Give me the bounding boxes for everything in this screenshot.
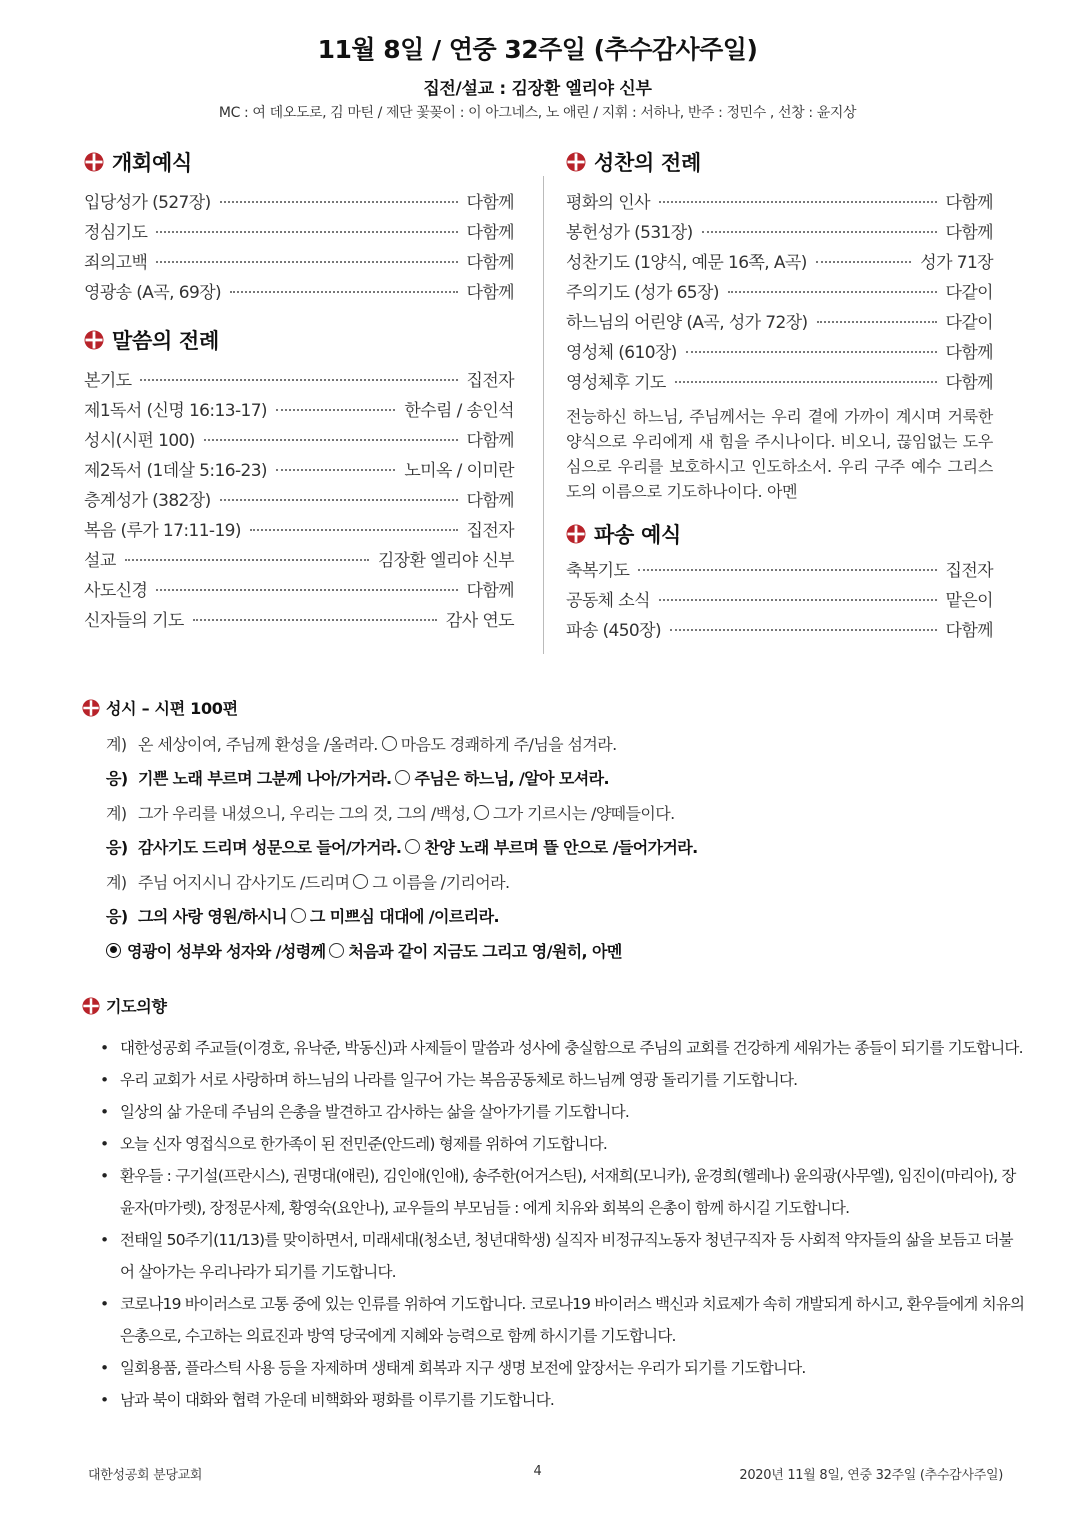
order-label: 제2독서 (1데살 5:16-23) xyxy=(84,461,267,481)
verse-prefix: 계) xyxy=(106,803,127,823)
order-label: 봉헌성가 (531장) xyxy=(566,223,693,243)
section-title: 개회예식 xyxy=(112,151,192,175)
verse-second-half: 그 이름을 /기리어라. xyxy=(372,872,510,892)
order-label: 주의기도 (성가 65장) xyxy=(566,283,719,303)
order-row xyxy=(566,368,993,398)
dot-leader xyxy=(156,230,457,233)
intention-item: • 코로나19 바이러스로 고통 중에 있는 인류를 위하여 기도합니다. 코로나19 바이러스 백신과 치료제가 속히 개발되게 하시고, 환우들에게 치유의 은총으로, 수고하는 의료진과 방역 당국에게 지혜와 능력으로 함께 하시기를 기도합니다. xyxy=(100,1288,1025,1352)
cross-icon xyxy=(82,699,100,717)
page-subtitle: 집전/설교 : 김장환 엘리야 신부 xyxy=(423,79,652,99)
order-label: 영성체후 기도 xyxy=(566,373,666,393)
order-list xyxy=(566,188,993,398)
footer-church: 대한성공회 분당교회 xyxy=(88,1468,203,1483)
intentions-list xyxy=(100,1032,1025,1416)
psalm-heading xyxy=(82,696,238,719)
cross-icon xyxy=(82,997,100,1015)
order-value: 다같이 xyxy=(945,313,993,333)
order-row xyxy=(84,366,514,396)
verse-first-half: 주님 어지시니 감사기도 /드리며 xyxy=(138,872,350,892)
order-value: 집전자 xyxy=(466,521,514,541)
order-row xyxy=(84,188,514,218)
order-label: 신자들의 기도 xyxy=(84,611,184,631)
pause-circle-icon xyxy=(353,874,368,889)
intentions-title: 기도의향 xyxy=(106,997,167,1016)
intention-item: • 일회용품, 플라스틱 사용 등을 자제하며 생태계 회복과 지구 생명 보전에 앞장서는 우리가 되기를 기도합니다. xyxy=(100,1352,1025,1384)
psalm-title: 성시 – 시편 100편 xyxy=(106,699,238,718)
section-heading xyxy=(566,518,993,550)
psalm-verse xyxy=(106,795,1026,830)
intention-item: • 오늘 신자 영접식으로 한가족이 된 전민준(안드레) 형제를 위하여 기도합니다. xyxy=(100,1128,1025,1160)
intention-item: • 환우들 : 구기설(프란시스), 권명대(애린), 김인애(인애), 송주한(어거스틴), 서재희(모니카), 윤경희(헬레나) 윤의광(사무엘), 임진이(마리아), 장윤자(마가렛), 장정문사제, 황영숙(요안나), 교우들의 부모님들 : 에게 치유와 회복의 은총이 함께 하시길 기도합니다. xyxy=(100,1160,1025,1224)
cross-icon xyxy=(566,524,586,544)
post-communion-prayer: 전능하신 하느님, 주님께서는 우리 곁에 가까이 계시며 거룩한 양식으로 우리에게 새 힘을 주시나이다. 비오니, 끊임없는 도우심으로 우리를 보호하시고 인도하소서. 우리 구주 예수 그리스도의 이름으로 기도하나이다. 아멘 xyxy=(566,407,993,501)
order-row xyxy=(566,218,993,248)
left-column xyxy=(84,146,514,652)
order-value: 다함께 xyxy=(466,491,514,511)
intentions-heading xyxy=(82,994,167,1017)
pause-circle-icon xyxy=(474,805,489,820)
dot-leader xyxy=(638,568,936,571)
order-value: 한수림 / 송인석 xyxy=(404,401,514,421)
cross-icon xyxy=(84,152,104,172)
order-value: 김장환 엘리야 신부 xyxy=(377,551,514,571)
order-row xyxy=(84,606,514,636)
order-row xyxy=(84,426,514,456)
psalm-verse xyxy=(106,830,1026,865)
order-row xyxy=(84,576,514,606)
intention-item: • 남과 북이 대화와 협력 가운데 비핵화와 평화를 이루기를 기도합니다. xyxy=(100,1384,1025,1416)
order-value: 다함께 xyxy=(945,621,993,641)
order-value: 감사 연도 xyxy=(445,611,514,631)
section-title: 파송 예식 xyxy=(594,523,681,547)
order-label: 축복기도 xyxy=(566,561,630,581)
verse-second-half: 그 미쁘심 대대에 /이르리라. xyxy=(309,907,499,927)
order-row xyxy=(566,586,993,616)
order-label: 본기도 xyxy=(84,371,132,391)
dot-leader xyxy=(659,200,937,203)
order-label: 공동체 소식 xyxy=(566,591,650,611)
intention-item: • 우리 교회가 서로 사랑하며 하느님의 나라를 일구어 가는 복음공동체로 하느님께 영광 돌리기를 기도합니다. xyxy=(100,1064,1025,1096)
order-list xyxy=(84,188,514,308)
doxology-first-half: 영광이 성부와 성자와 /성령께 xyxy=(127,941,326,961)
order-value: 다함께 xyxy=(466,283,514,303)
dot-leader xyxy=(675,380,937,383)
cross-icon xyxy=(84,330,104,350)
order-value: 다함께 xyxy=(466,431,514,451)
order-value: 다함께 xyxy=(945,223,993,243)
dot-leader xyxy=(156,260,457,263)
dot-leader xyxy=(670,628,937,631)
roles-line: MC : 여 데오도로, 김 마틴 / 제단 꽃꽂이 : 이 아그네스, 노 애린 / 지휘 : 서하나, 반주 : 정민수 , 선창 : 윤지상 xyxy=(218,105,857,121)
pause-circle-icon xyxy=(329,943,344,958)
order-value: 다함께 xyxy=(945,373,993,393)
page-number: 4 xyxy=(533,1464,542,1479)
order-row xyxy=(84,278,514,308)
order-row xyxy=(84,396,514,426)
order-row xyxy=(84,546,514,576)
order-value: 집전자 xyxy=(945,561,993,581)
order-row xyxy=(566,188,993,218)
order-list xyxy=(84,366,514,636)
order-label: 복음 (루가 17:11-19) xyxy=(84,521,241,541)
order-label: 하느님의 어린양 (A곡, 성가 72장) xyxy=(566,313,808,333)
verse-first-half: 기쁜 노래 부르며 그분께 나아/가거라. xyxy=(138,769,392,789)
order-label: 죄의고백 xyxy=(84,253,148,273)
dot-leader xyxy=(125,558,369,561)
order-row xyxy=(84,516,514,546)
verse-second-half: 마음도 경쾌하게 주/님을 섬겨라. xyxy=(400,734,617,754)
order-value: 다함께 xyxy=(466,581,514,601)
verse-second-half: 그가 기르시는 /양떼들이다. xyxy=(492,803,675,823)
pause-circle-icon xyxy=(291,908,306,923)
order-value: 집전자 xyxy=(466,371,514,391)
cross-icon xyxy=(566,152,586,172)
doxology-second-half: 처음과 같이 지금도 그리고 영/원히, 아멘 xyxy=(348,941,622,961)
order-label: 설교 xyxy=(84,551,116,571)
order-label: 성시(시편 100) xyxy=(84,431,195,451)
dot-leader xyxy=(140,378,457,381)
footer-date: 2020년 11월 8일, 연중 32주일 (추수감사주일) xyxy=(739,1468,1003,1483)
dot-leader xyxy=(250,528,458,531)
dot-leader xyxy=(702,230,937,233)
order-value: 다함께 xyxy=(466,223,514,243)
verse-first-half: 그의 사랑 영원/하시니 xyxy=(138,907,287,927)
order-row xyxy=(566,556,993,586)
order-row xyxy=(566,616,993,646)
order-value: 노미옥 / 이미란 xyxy=(404,461,514,481)
order-label: 영광송 (A곡, 69장) xyxy=(84,283,222,303)
dot-leader xyxy=(230,290,457,293)
dot-leader xyxy=(817,320,937,323)
verse-second-half: 주님은 하느님, /알아 모셔라. xyxy=(414,769,609,789)
intention-item: • 전태일 50주기(11/13)를 맞이하면서, 미래세대(청소년, 청년대학생) 실직자 비정규직노동자 청년구직자 등 사회적 약자들의 삶을 보듬고 더불어 살아가는 우리나라가 되기를 기도합니다. xyxy=(100,1224,1025,1288)
order-list xyxy=(566,556,993,646)
order-row xyxy=(84,486,514,516)
dot-leader xyxy=(220,200,458,203)
pause-circle-icon xyxy=(395,770,410,785)
order-label: 층계성가 (382장) xyxy=(84,491,211,511)
psalm-verse xyxy=(106,899,1026,934)
verse-second-half: 찬양 노래 부르며 뜰 안으로 /들어가거라. xyxy=(424,838,698,858)
order-value: 성가 71장 xyxy=(920,253,993,273)
psalm-text xyxy=(106,726,1026,968)
order-label: 성찬기도 (1양식, 예문 16쪽, A곡) xyxy=(566,253,807,273)
pause-circle-icon xyxy=(405,839,420,854)
order-value: 다함께 xyxy=(466,253,514,273)
dot-leader xyxy=(686,350,937,353)
psalm-verse xyxy=(106,864,1026,899)
order-row xyxy=(566,248,993,278)
verse-prefix: 계) xyxy=(106,872,127,892)
dot-leader xyxy=(816,260,912,263)
psalm-verse xyxy=(106,761,1026,796)
section-heading xyxy=(84,146,514,178)
dot-leader xyxy=(204,438,458,441)
order-label: 파송 (450장) xyxy=(566,621,661,641)
order-label: 제1독서 (신명 16:13-17) xyxy=(84,401,267,421)
verse-first-half: 온 세상이여, 주님께 환성을 /올려라. xyxy=(138,734,378,754)
order-value: 다함께 xyxy=(466,193,514,213)
section-heading xyxy=(84,324,514,356)
dot-leader xyxy=(276,468,395,471)
verse-prefix: 응) xyxy=(106,838,128,858)
intention-item: • 일상의 삶 가운데 주님의 은총을 발견하고 감사하는 삶을 살아가기를 기도합니다. xyxy=(100,1096,1025,1128)
order-row xyxy=(84,456,514,486)
order-row xyxy=(566,308,993,338)
verse-prefix: 응) xyxy=(106,769,128,789)
order-value: 다함께 xyxy=(945,343,993,363)
dot-leader xyxy=(276,408,395,411)
page-title: 11월 8일 / 연중 32주일 (추수감사주일) xyxy=(317,35,758,64)
order-row xyxy=(566,338,993,368)
order-value: 맡은이 xyxy=(945,591,993,611)
dot-leader xyxy=(220,498,458,501)
psalm-verse xyxy=(106,726,1026,761)
dot-leader xyxy=(193,618,437,621)
dot-leader xyxy=(156,588,457,591)
order-label: 영성체 (610장) xyxy=(566,343,677,363)
order-label: 사도신경 xyxy=(84,581,148,601)
section-title: 성찬의 전례 xyxy=(594,151,701,175)
order-row xyxy=(84,218,514,248)
dot-leader xyxy=(659,598,937,601)
dot-leader xyxy=(728,290,937,293)
order-label: 정심기도 xyxy=(84,223,148,243)
filled-circle-icon xyxy=(106,943,121,958)
order-value: 다함께 xyxy=(945,193,993,213)
verse-first-half: 그가 우리를 내셨으니, 우리는 그의 것, 그의 /백성, xyxy=(138,803,470,823)
order-label: 입당성가 (527장) xyxy=(84,193,211,213)
pause-circle-icon xyxy=(382,736,397,751)
order-row xyxy=(566,278,993,308)
section-title: 말씀의 전례 xyxy=(112,329,219,353)
column-divider xyxy=(543,176,544,654)
verse-prefix: 계) xyxy=(106,734,127,754)
order-value: 다같이 xyxy=(945,283,993,303)
verse-prefix: 응) xyxy=(106,907,128,927)
verse-first-half: 감사기도 드리며 성문으로 들어/가거라. xyxy=(138,838,402,858)
doxology xyxy=(106,933,1026,968)
order-label: 평화의 인사 xyxy=(566,193,650,213)
right-column xyxy=(566,146,993,662)
intention-item: • 대한성공회 주교들(이경호, 유낙준, 박동신)과 사제들이 말씀과 성사에 충실함으로 주님의 교회를 건강하게 세워가는 종들이 되기를 기도합니다. xyxy=(100,1032,1025,1064)
section-heading xyxy=(566,146,993,178)
order-row xyxy=(84,248,514,278)
